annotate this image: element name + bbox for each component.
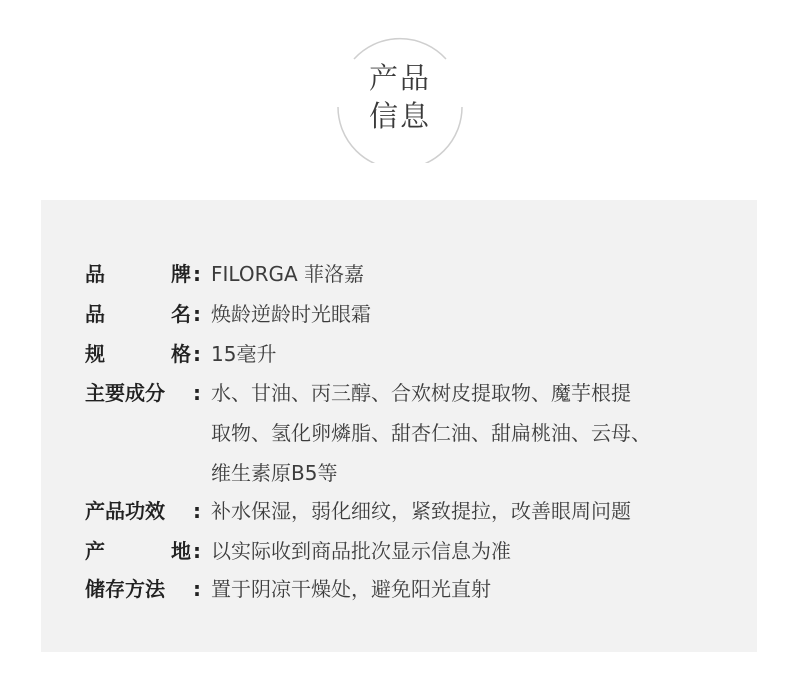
row-colon: : xyxy=(193,262,201,286)
row-label: 主要成分 xyxy=(85,381,165,405)
row-value: 补水保湿，弱化细纹，紧致提拉，改善眼周问题 xyxy=(211,499,631,523)
row-label: 规 格 xyxy=(85,342,191,366)
row-label: 产品功效 xyxy=(85,499,165,523)
row-colon: : xyxy=(193,499,201,523)
row-value: 置于阴凉干燥处，避免阳光直射 xyxy=(211,577,491,601)
row-label: 品 名 xyxy=(85,302,191,326)
row-colon: : xyxy=(193,539,201,563)
row-colon: : xyxy=(193,302,201,326)
row-colon: : xyxy=(193,381,201,405)
row-value: 15毫升 xyxy=(211,342,277,366)
row-label: 品 牌 xyxy=(85,262,191,286)
row-value: 焕龄逆龄时光眼霜 xyxy=(211,302,371,326)
row-value: 水、甘油、丙三醇、合欢树皮提取物、魔芋根提 取物、氢化卵燐脂、甜杏仁油、甜扁桃油、云母、 维生素原B5等 xyxy=(211,381,651,485)
row-value: FILORGA 菲洛嘉 xyxy=(211,262,365,286)
row-value: 以实际收到商品批次显示信息为准 xyxy=(211,539,511,563)
row-label: 产 地 xyxy=(85,539,191,563)
section-header-badge xyxy=(330,33,470,163)
row-colon: : xyxy=(193,342,201,366)
section-title-line2: 信息 xyxy=(368,99,431,133)
section-title-line1: 产品 xyxy=(368,61,431,95)
row-colon: : xyxy=(193,577,201,601)
row-label: 储存方法 xyxy=(85,577,165,601)
product-info-panel xyxy=(41,200,757,652)
section-title xyxy=(330,59,470,135)
